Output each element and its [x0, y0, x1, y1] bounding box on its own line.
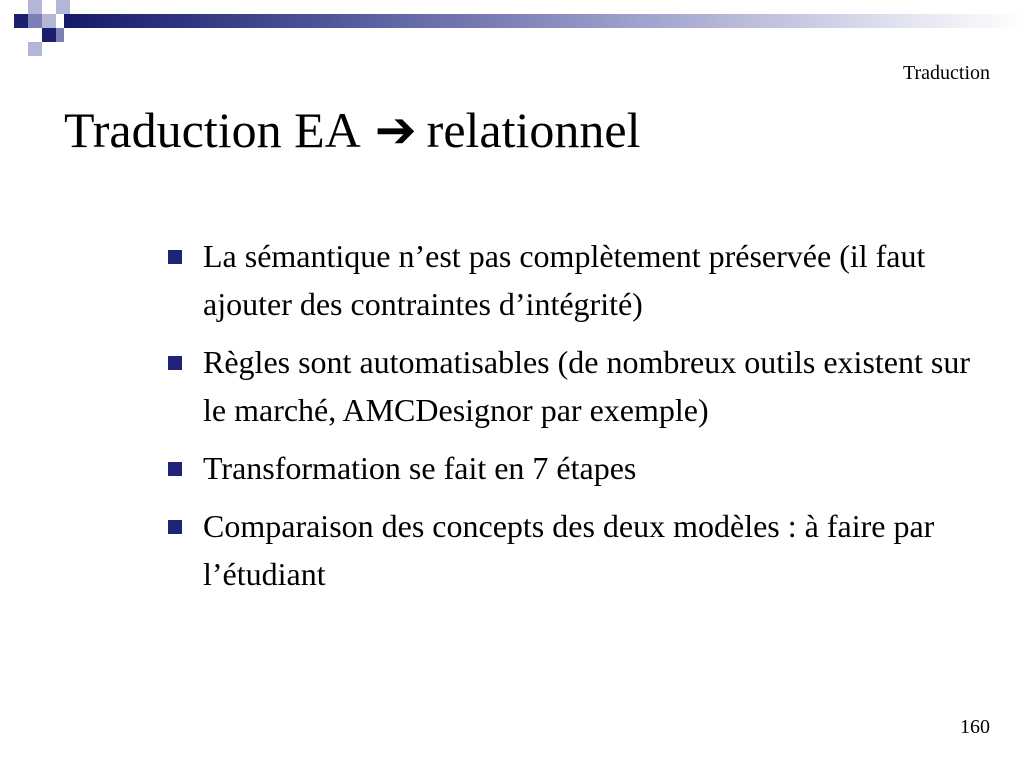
- bullet-text: Comparaison des concepts des deux modèles : à faire par l’étudiant: [203, 508, 935, 592]
- page-number: 160: [960, 716, 990, 738]
- square-bullet-icon: [168, 250, 182, 264]
- square-bullet-icon: [168, 520, 182, 534]
- decorative-square-pattern: [0, 0, 90, 70]
- slide-title-end: relationnel: [426, 102, 641, 158]
- bullet-item: [168, 232, 998, 328]
- bullet-item: [168, 444, 998, 492]
- square-bullet-icon: [168, 356, 182, 370]
- bullet-text: La sémantique n’est pas complètement préservée (il faut ajouter des contraintes d’intégrité): [203, 238, 926, 322]
- right-arrow-icon: ➔: [374, 102, 417, 158]
- slide-title-start: Traduction EA: [64, 102, 361, 158]
- bullet-text: Règles sont automatisables (de nombreux outils existent sur le marché, AMCDesignor par exemple): [203, 344, 970, 428]
- slide-title: [64, 98, 640, 162]
- header-gradient-bar: [64, 14, 1024, 28]
- square-bullet-icon: [168, 462, 182, 476]
- header-label: Traduction: [902, 62, 990, 84]
- bullet-item: [168, 502, 998, 598]
- bullet-item: [168, 338, 998, 434]
- bullet-text: Transformation se fait en 7 étapes: [203, 450, 637, 486]
- bullet-list: [168, 232, 998, 608]
